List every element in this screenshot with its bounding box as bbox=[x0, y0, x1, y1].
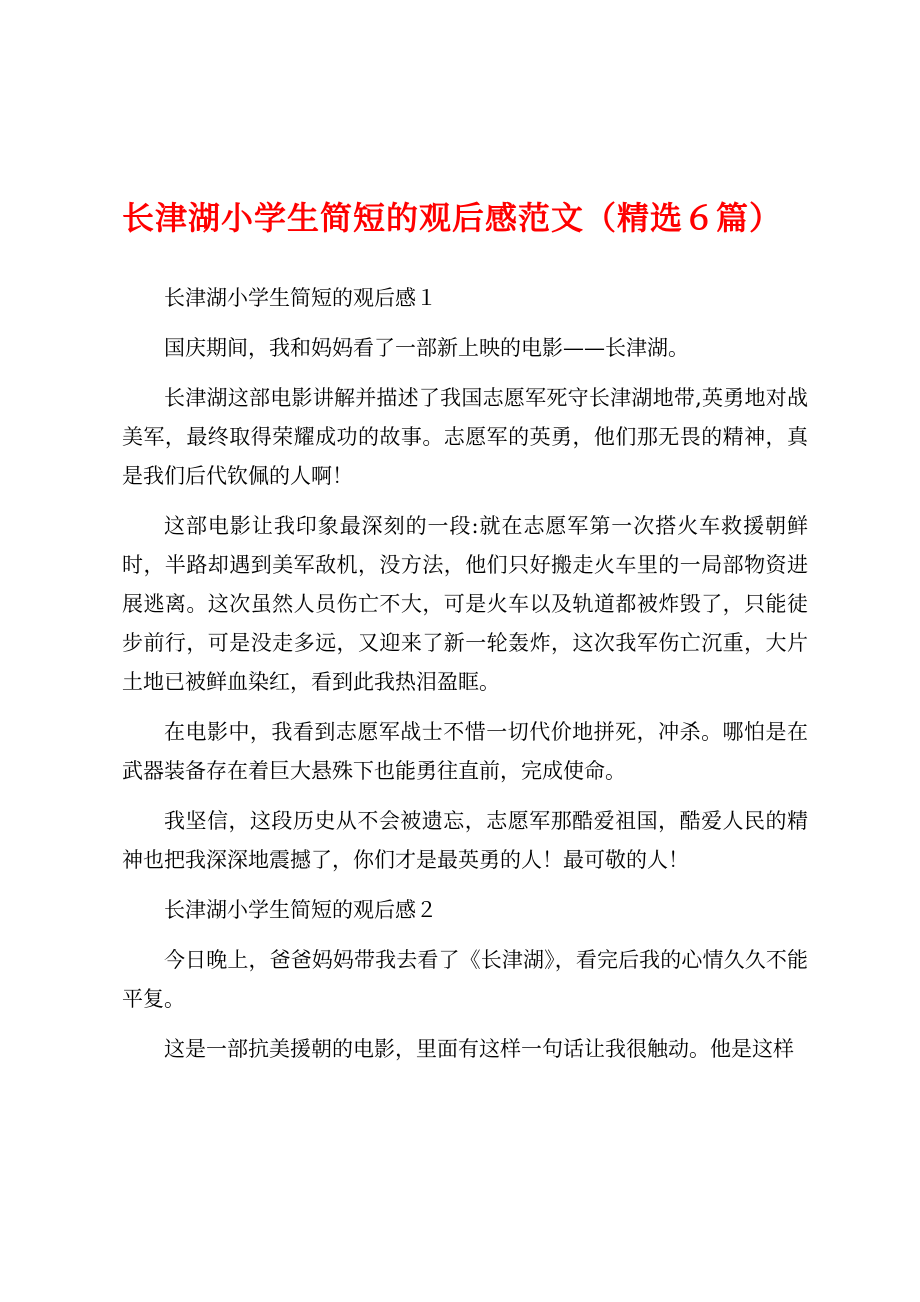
paragraph: 今日晚上，爸爸妈妈带我去看了《长津湖》，看完后我的心情久久不能平复。 bbox=[122, 948, 808, 1011]
document-body bbox=[122, 279, 808, 1080]
paragraph: 这部电影让我印象最深刻的一段:就在志愿军第一次搭火车救援朝鲜时，半路却遇到美军敌机，没方法，他们只好搬走火车里的一局部物资进展逃离。这次虽然人员伤亡不大，可是火车以及轨道都被炸毁了，只能徒步前行，可是没走多远，又迎来了新一轮轰炸，这次我军伤亡沉重，大片土地已被鲜血染红，看到此我热泪盈眶。 bbox=[122, 514, 808, 694]
section-heading: 长津湖小学生简短的观后感１ bbox=[164, 286, 437, 310]
paragraph: 这是一部抗美援朝的电影，里面有这样一句话让我很触动。他是这样 bbox=[164, 1037, 794, 1061]
document-title: 长津湖小学生简短的观后感范文（精选６篇） bbox=[122, 199, 783, 237]
paragraph: 长津湖这部电影讲解并描述了我国志愿军死守长津湖地带,英勇地对战美军，最终取得荣耀成功的故事。志愿军的英勇，他们那无畏的精神，真是我们后代钦佩的人啊！ bbox=[122, 386, 808, 488]
paragraph: 国庆期间，我和妈妈看了一部新上映的电影——长津湖。 bbox=[164, 336, 689, 360]
paragraph: 在电影中，我看到志愿军战士不惜一切代价地拼死，冲杀。哪怕是在武器装备存在着巨大悬殊下也能勇往直前，完成使命。 bbox=[122, 720, 808, 783]
paragraph: 我坚信，这段历史从不会被遗忘，志愿军那酷爱祖国，酷爱人民的精神也把我深深地震撼了，你们才是最英勇的人！最可敬的人！ bbox=[122, 809, 808, 872]
section-heading: 长津湖小学生简短的观后感２ bbox=[164, 898, 437, 922]
